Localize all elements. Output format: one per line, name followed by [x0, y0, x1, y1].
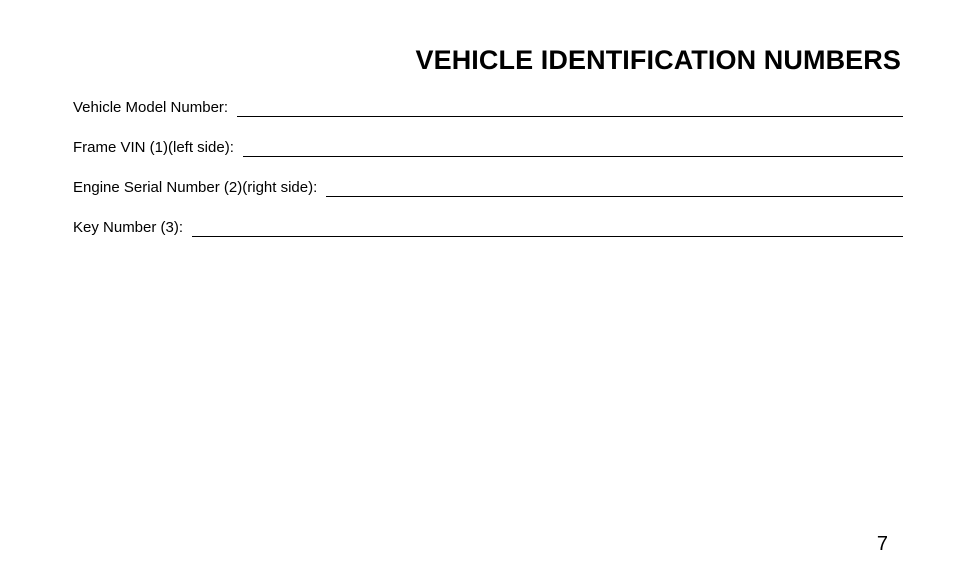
vehicle-model-number-row: [73, 97, 903, 117]
frame-vin-label: Frame VIN (1)(left side):: [73, 139, 234, 156]
engine-serial-number-label: Engine Serial Number (2)(right side):: [73, 179, 318, 196]
vehicle-model-number-label: Vehicle Model Number:: [73, 99, 229, 116]
page-title: VEHICLE IDENTIFICATION NUMBERS: [415, 45, 901, 75]
engine-serial-number-row: [73, 177, 903, 197]
frame-vin-line: [243, 156, 903, 157]
vehicle-model-number-line: [237, 116, 903, 117]
engine-serial-number-line: [326, 196, 903, 197]
identification-form: [73, 97, 903, 257]
page-number: 7: [876, 533, 888, 555]
frame-vin-row: [73, 137, 903, 157]
key-number-row: [73, 217, 903, 237]
key-number-line: [192, 236, 903, 237]
key-number-label: Key Number (3):: [73, 219, 184, 236]
